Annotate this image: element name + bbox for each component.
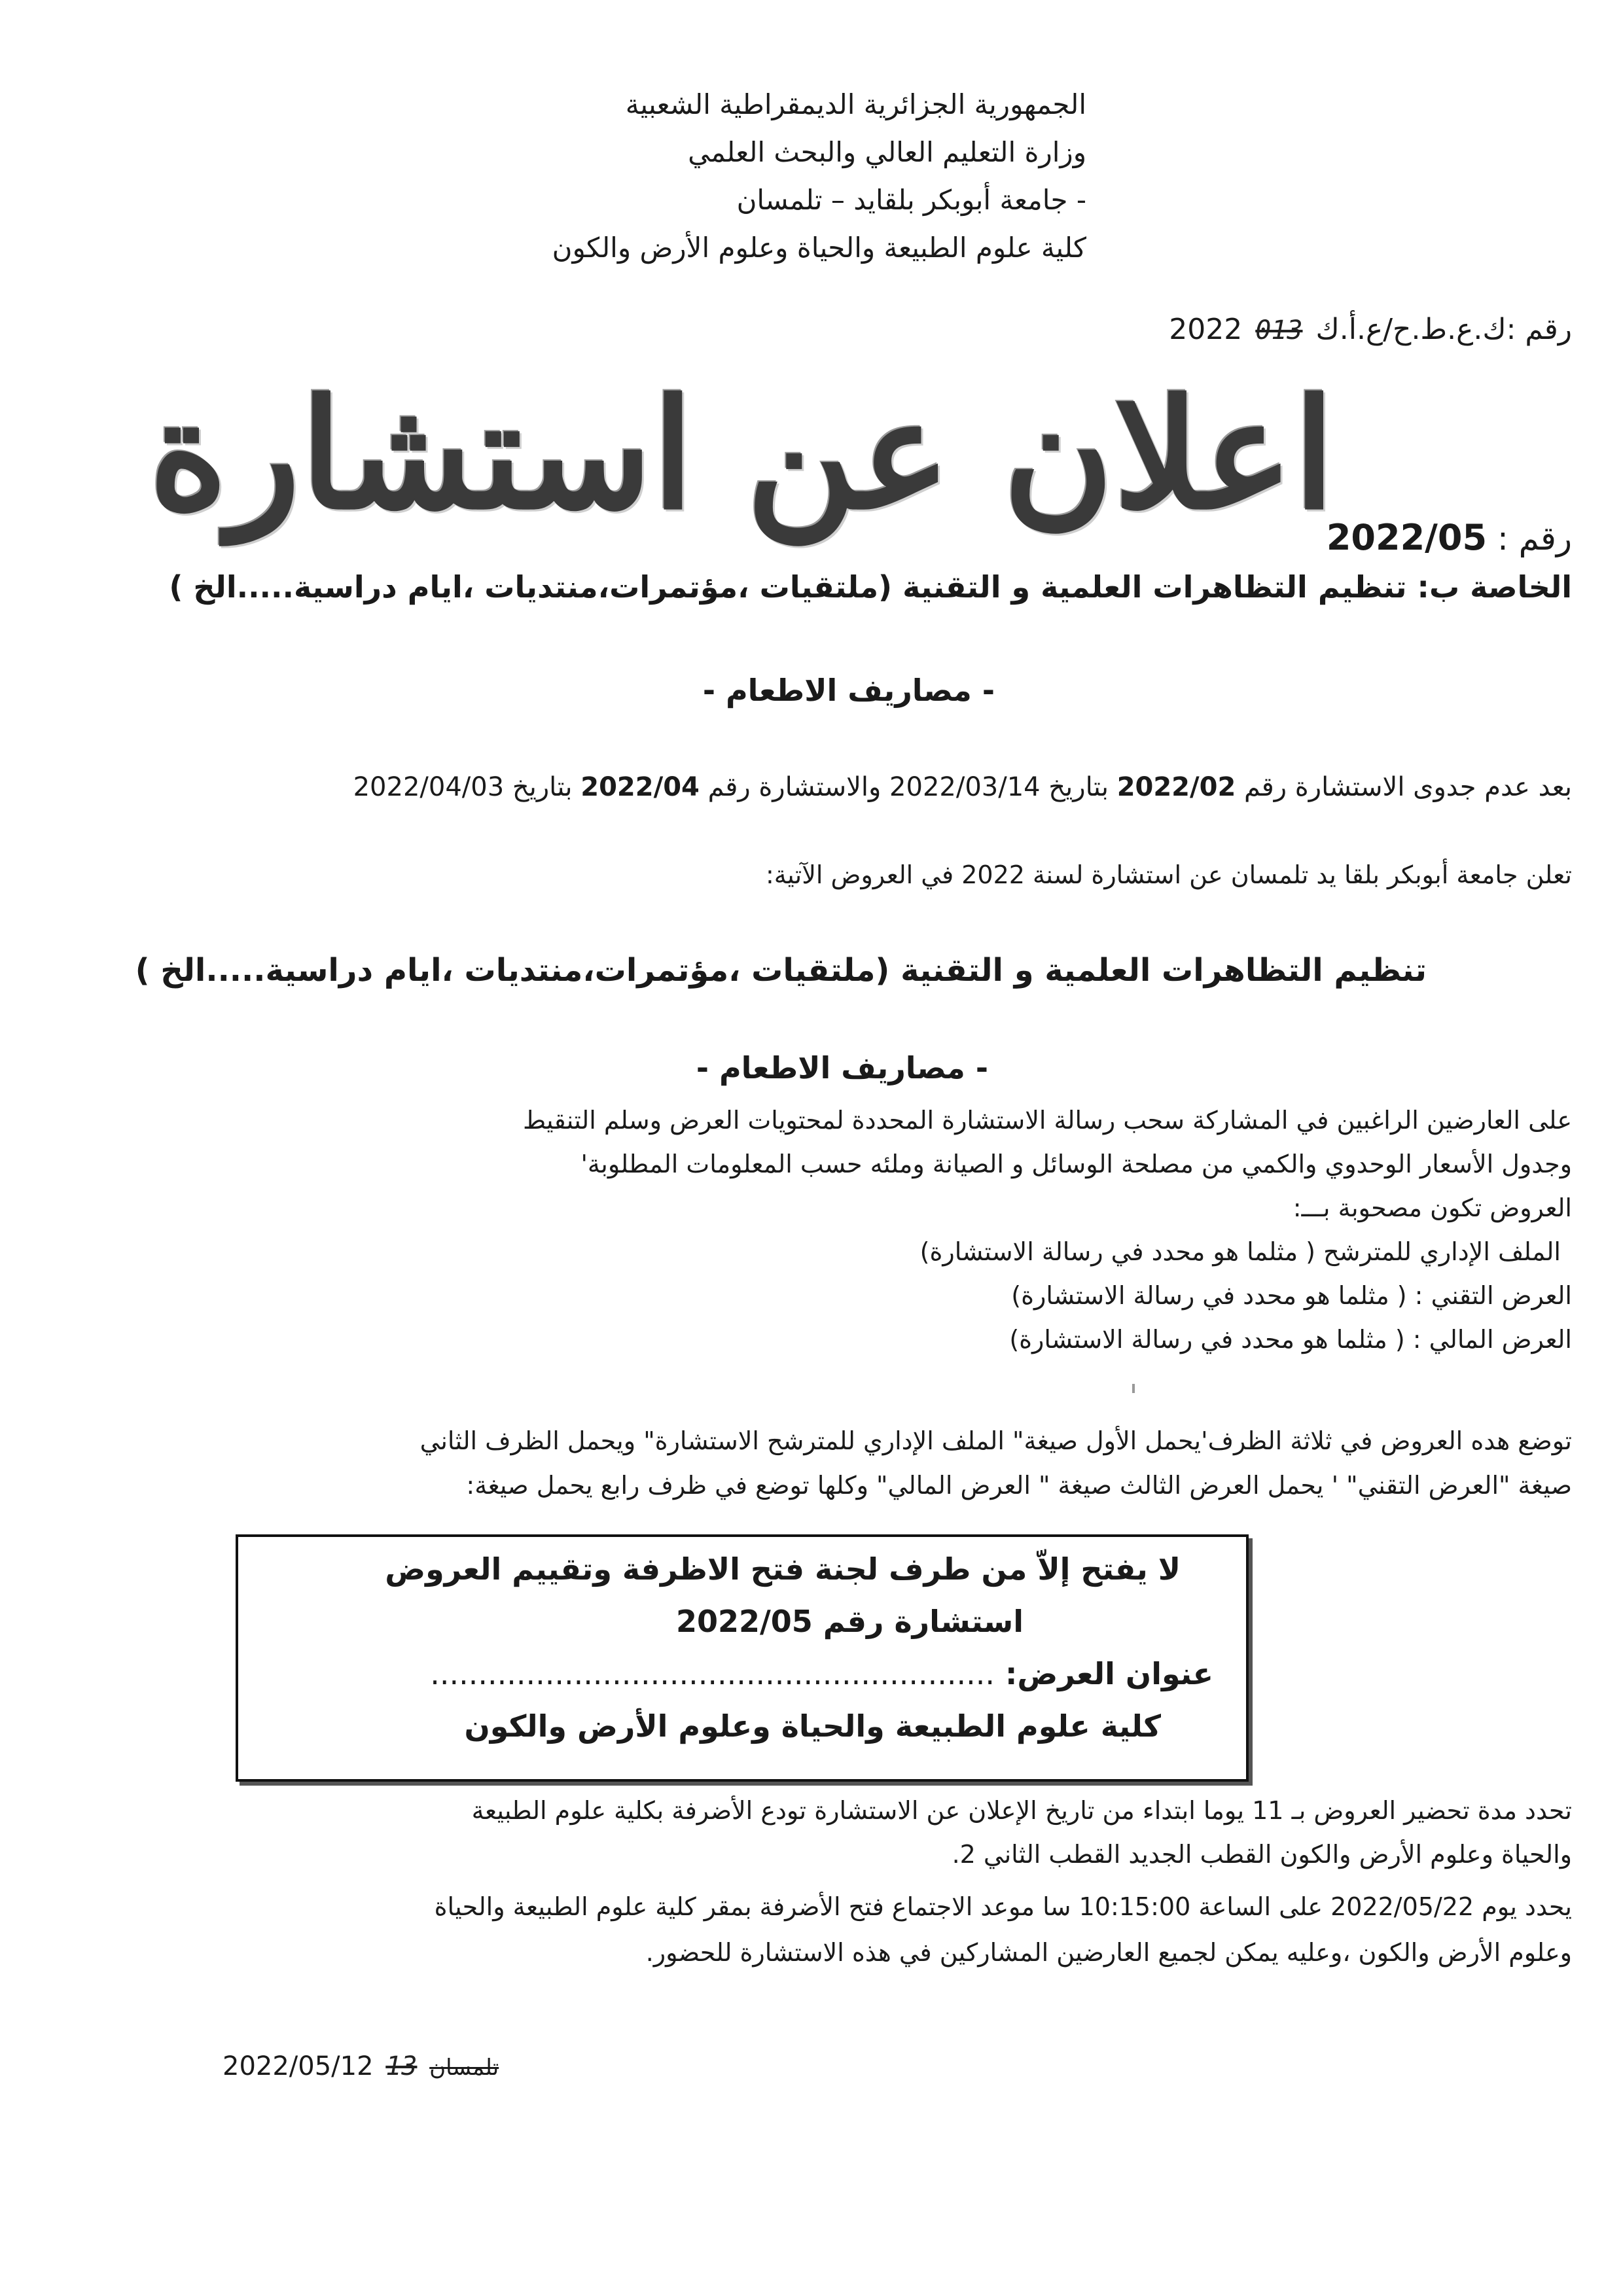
- intro-p1-b: بتاريخ 2022/03/14 والاستشارة رقم: [707, 772, 1109, 802]
- requirements-admin-file: الملف الإداري للمترشح ( مثلما هو محدد في رسالة الاستشارة): [919, 1237, 1561, 1266]
- envelope-notice-box: [236, 1534, 1249, 1782]
- signature-date: 2022/05/12: [223, 2051, 374, 2081]
- closing-line-4: وعلوم الأرض والكون ،وعليه يمكن لجميع العارضين المشاركين في هذه الاستشارة للحضور.: [645, 1938, 1572, 1967]
- subject-repeat: تنظيم التظاهرات العلمية و التقنية (ملتقيات ،مؤتمرات،منتديات ،ايام دراسية.....الخ ): [135, 952, 1427, 989]
- intro-p1-c: بتاريخ 2022/04/03: [353, 772, 573, 802]
- scan-mark: [1132, 1384, 1135, 1393]
- intro-p1-num1: 2022/02: [1116, 772, 1236, 802]
- consultation-number-label: رقم :: [1497, 520, 1572, 557]
- envelopes-line-2: صيغة "العرض التقني" ' يحمل العرض الثالث صيغة " العرض المالي" وكلها توضع في ظرف رابع يحمل صيغة:: [466, 1471, 1572, 1500]
- requirements-line-3: العروض تكون مصحوبة بـــ:: [1293, 1193, 1572, 1222]
- notice-box-line-2: استشارة رقم 2022/05: [675, 1604, 1024, 1639]
- signature-handwritten-day: 13: [385, 2051, 418, 2081]
- notice-box-line-1: لا يفتح إلاّ من طرف لجنة فتح الاظرفة وتقييم العروض: [385, 1551, 1181, 1587]
- consultation-subject-prefix: الخاصة ب:: [1417, 569, 1572, 605]
- header-faculty: كلية علوم الطبيعة والحياة وعلوم الأرض والكون: [552, 232, 1086, 264]
- reference-year: 2022: [1169, 313, 1243, 346]
- notice-box-line-4: كلية علوم الطبيعة والحياة وعلوم الأرض والكون: [464, 1708, 1161, 1744]
- lot-repeat: - مصاريف الاطعام -: [696, 1050, 988, 1086]
- requirements-technical-offer: العرض التقني : ( مثلما هو محدد في رسالة الاستشارة): [1011, 1281, 1572, 1310]
- header-university: - جامعة أبوبكر بلقايد – تلمسان: [736, 184, 1086, 216]
- consultation-subject: تنظيم التظاهرات العلمية و التقنية (ملتقيات ،مؤتمرات،منتديات ،ايام دراسية.....الخ ): [169, 569, 1407, 605]
- page-title: اعلان عن استشارة: [149, 366, 1335, 543]
- signature-date-line: [223, 2051, 499, 2081]
- notice-box-line-3: [430, 1656, 1213, 1691]
- envelopes-line-1: توضع هده العروض في ثلاثة الظرف'يحمل الأول صيغة" الملف الإداري للمترشح الاستشارة" ويحمل الظرف الثاني: [419, 1426, 1572, 1455]
- consultation-lot: - مصاريف الاطعام -: [702, 673, 995, 708]
- reference-handwritten-number: 013: [1255, 315, 1303, 345]
- intro-p1-num2: 2022/04: [580, 772, 700, 802]
- requirements-line-1: على العارضين الراغبين في المشاركة سحب رسالة الاستشارة المحددة لمحتويات العرض وسلم التنقيط: [522, 1106, 1572, 1135]
- notice-box-address-dots: ...........................................................: [430, 1656, 995, 1691]
- consultation-number: 2022/05: [1326, 517, 1488, 558]
- intro-paragraph-1: [353, 772, 1572, 802]
- signature-place: تلمسان: [429, 2055, 499, 2081]
- header-ministry: وزارة التعليم العالي والبحث العلمي: [688, 136, 1086, 168]
- reference-line: [1169, 313, 1572, 346]
- notice-box-address-label: عنوان العرض:: [1005, 1656, 1213, 1691]
- reference-prefix: رقم :ك.ع.ط.ح/ع.أ.ك: [1315, 313, 1572, 346]
- closing-line-2: والحياة وعلوم الأرض والكون القطب الجديد القطب الثاني 2.: [952, 1840, 1572, 1869]
- closing-line-3: يحدد يوم 2022/05/22 على الساعة 10:15:00 سا موعد الاجتماع فتح الأضرفة بمقر كلية علوم الطبيعة والحياة: [434, 1892, 1572, 1921]
- intro-p1-a: بعد عدم جدوى الاستشارة رقم: [1244, 772, 1572, 802]
- requirements-line-2: وجدول الأسعار الوحدوي والكمي من مصلحة الوسائل و الصيانة وملئه حسب المعلومات المطلوبة': [580, 1150, 1572, 1178]
- requirements-financial-offer: العرض المالي : ( مثلما هو محدد في رسالة الاستشارة): [1009, 1325, 1572, 1354]
- header-republic: الجمهورية الجزائرية الديمقراطية الشعبية: [625, 88, 1086, 120]
- consultation-number-line: [1327, 517, 1572, 558]
- consultation-subject-line: [169, 569, 1572, 605]
- closing-line-1: تحدد مدة تحضير العروض بـ 11 يوما ابتداء من تاريخ الإعلان عن الاستشارة تودع الأضرفة بكلية علوم الطبيعة: [471, 1796, 1572, 1825]
- intro-paragraph-2: تعلن جامعة أبوبكر بلقا يد تلمسان عن استشارة لسنة 2022 في العروض الآتية:: [765, 860, 1572, 889]
